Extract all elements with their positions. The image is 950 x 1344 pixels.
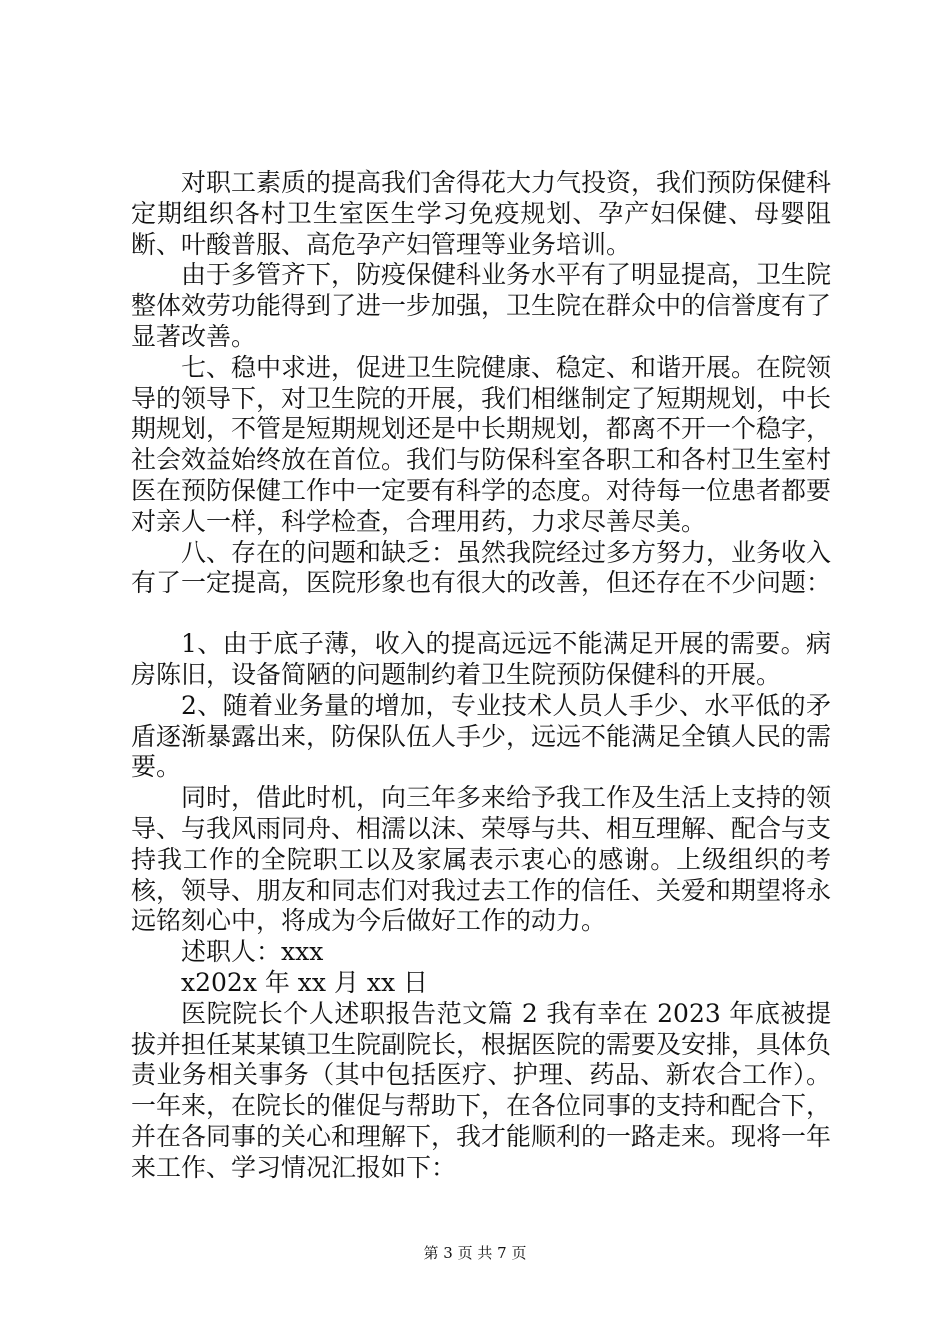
paragraph-second-report-intro: 医院院长个人述职报告范文篇 2 我有幸在 2023 年底被提拔并担任某某镇卫生院副院长，根据医院的需要及安排，具体负责业务相关事务（其中包括医疗、护理、药品、新农合工作）。一年来，在院长的催促与帮助下，在各位同事的支持和配合下，并在各同事的关心和理解下，我才能顺利的一路走来。现将一年来工作、学习情况汇报如下：: [131, 998, 832, 1182]
paragraph-improvement: 由于多管齐下，防疫保健科业务水平有了明显提高，卫生院整体效劳功能得到了进一步加强，卫生院在群众中的信誉度有了显著改善。: [131, 260, 832, 351]
page-footer: 第 3 页 共 7 页: [423, 1244, 527, 1262]
paragraph-problem-one: 1、由于底子薄，收入的提高远远不能满足开展的需要。病房陈旧，设备简陋的问题制约着卫生院预防保健科的开展。: [131, 629, 831, 689]
reporter-signature: 述职人：xxx: [181, 937, 324, 967]
paragraph-section-eight: 八、存在的问题和缺乏：虽然我院经过多方努力，业务收入有了一定提高，医院形象也有很大的改善，但还存在不少问题：: [131, 537, 832, 598]
paragraph-staff-training: 对职工素质的提高我们舍得花大力气投资，我们预防保健科定期组织各村卫生室医生学习免疫规划、孕产妇保健、母婴阻断、叶酸普服、高危孕产妇管理等业务培训。: [131, 168, 832, 259]
paragraph-section-seven: 七、稳中求进，促进卫生院健康、稳定、和谐开展。在院领导的领导下，对卫生院的开展，我们相继制定了短期规划，中长期规划，不管是短期规划还是中长期规划，都离不开一个稳字，社会效益始终放在首位。我们与防保科室各职工和各村卫生室村医在预防保健工作中一定要有科学的态度。对待每一位患者都要对亲人一样，科学检查，合理用药，力求尽善尽美。: [131, 352, 832, 536]
report-date: x202x 年 xx 月 xx 日: [181, 967, 429, 997]
paragraph-thanks: 同时，借此时机，向三年多来给予我工作及生活上支持的领导、与我风雨同舟、相濡以沫、荣辱与共、相互理解、配合与支持我工作的全院职工以及家属表示衷心的感谢。上级组织的考核，领导、朋友和同志们对我过去工作的信任、关爱和期望将永远铭刻心中，将成为今后做好工作的动力。: [131, 783, 832, 936]
document-body: [131, 168, 831, 1184]
paragraph-problem-two: 2、随着业务量的增加，专业技术人员人手少、水平低的矛盾逐渐暴露出来，防保队伍人手少，远远不能满足全镇人民的需要。: [131, 690, 832, 782]
